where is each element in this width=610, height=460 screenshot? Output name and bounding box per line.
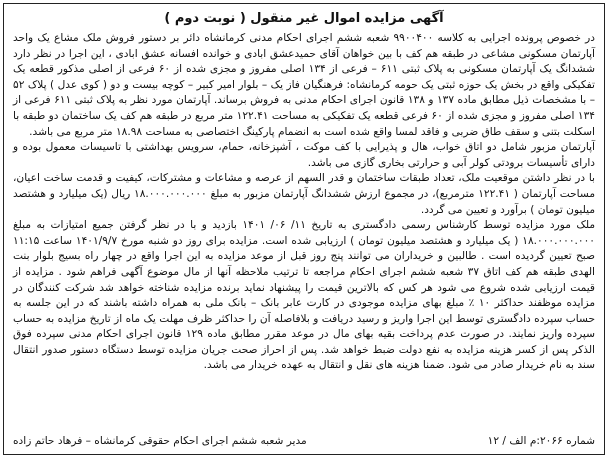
auction-notice xyxy=(3,3,605,455)
paragraph-property-features: آپارتمان مزبور شامل دو اتاق خواب، هال و پذیرایی با کف موکت ، آشپزخانه، حمام، سرویس بهداشتی با تاسیسات معمول بوده و دارای تأسیسات برودتی کولر آبی و حرارتی بخاری گازی می باشد. xyxy=(13,141,595,169)
paragraph-case-description: در خصوص پرونده اجرایی به کلاسه ۹۹۰۰۴۰۰ شعبه ششم اجرای احکام مدنی کرمانشاه دائر بر دستور فروش ملک مشاع یک واحد آپارتمان مسکونی مشاعی در طبقه هم کف با بین خواهان آقای حمیدعشق ابادی و خوانده افسانه عشق ابادی ، این اجرا در نظر دارد ششدانگ یک آپارتمان مسکونی به پلاک ثبتی ۶۱۱ – فرعی از ۱۳۴ اصلی مفروز و مجزی شده از ۶۰ فرعی از اصلی مذکور قطعه یک تفکیکی واقع در بخش یک حوزه ثبتی یک حومه کرمانشاه: فرهنگیان فاز یک – بلوار امیر کبیر – کوچه بیست و دو ( کوی عدل ) پلاک ۵۲ – با مشخصات ذیل مطابق ماده ۱۳۷ و ۱۳۸ قانون اجرای احکام مدنی به فروش برساند. آپارتمان مورد نظر به پلاک ثبتی ۶۱۱ فرعی از ۱۳۴ اصلی مفروز و مجزی شده از ۶۰ فرعی قطعه یک تفکیکی به مساحت ۱۲۲.۴۱ متر مربع در طبقه هم کف یک ساختمان دو طبقه با اسکلت بتنی و سقف طاق ضربی و فاقد لمسا واقع شده است به انضمام پارکینگ اختصاصی به مساحت ۱۸.۹۸ متر مربع می باشد. xyxy=(13,32,596,138)
footer xyxy=(13,434,595,449)
footer-signature: مدیر شعبه ششم اجرای احکام حقوقی کرمانشاه – فرهاد حاتم زاده xyxy=(13,435,307,447)
paragraph-auction-terms: ملک مورد مزایده توسط کارشناس رسمی دادگستری به تاریخ ۱۱/ ۰۶/ ۱۴۰۱ بازدید و با در نظر گرفتن جمیع امتیازات به مبلغ ۱۸.۰۰۰.۰۰۰.۰۰۰ ( یک میلیارد و هشتصد میلیون تومان ) ارزیابی شده است. مزایده برای روز دو شنبه مورخ ۱۴۰۱/۹/۷ ساعت ۱۱:۱۵ صبح تعیین گردیده است . طالبین و خریداران می توانند پنج روز قبل از موعد مزایده به این اجرا واقع در چهار راه بسیج بلوار بنت الهدی طبقه هم کف اتاق ۳۷ شعبه ششم اجرای احکام مراجعه تا ترتیب ملاحظه آنها از مال موضوع آگهی فراهم شود . مزایده از قیمت ارزیابی شده شروع می شود هر کس که بالاترین قیمت را پیشنهاد نماید برنده مزایده شناخته خواهد شد شرکت کنندگان در مزایده موظفند حداکثر ۱۰ ٪ مبلغ بهای مزایده موجودی در کارت عابر بانک – بانک ملی به همراه داشته باشند که در این جلسه به حساب سپرده دادگستری توسط این اجرا واریز و رسید دریافت و بلافاصله آن را حداکثر ظرف مهلت یک ماه از تاریخ مزایده به حساب سپرده واریز نمایند. در صورت عدم پرداخت بقیه بهای مال در موعد مقرر مطابق ماده ۱۲۹ قانون اجرای احکام مدنی سپرده فوق الذکر پس از کسر هزینه مزایده به نفع دولت ضبط خواهد شد. پس از احراز صحت جریان مزایده توسط دستگاه دستور صدور انتقال سند به نام خریدار صادر می شود. ضمنا هزینه های نقل و انتقال به عهده خریدار می باشد. xyxy=(13,219,596,372)
paragraph-valuation: با در نظر داشتن موقعیت ملک، تعداد طبقات ساختمان و قدر السهم از عرصه و مشاعات و مشترکات، کیفیت و قدمت ساخت اعیان، مساحت آپارتمان ( ۱۲۲.۴۱ مترمربع)، در مجموع ارزش ششدانگ آپارتمان مزبور به مبلغ ۱۸.۰۰۰.۰۰۰.۰۰۰ ریال (یک میلیارد و هشتصد میلیون تومان ) برآورد و تعیین می گردد. xyxy=(13,172,596,216)
notice-title: آگهی مزایده اموال غیر منقول ( نوبت دوم ) xyxy=(164,11,444,26)
footer-number: شماره ۲۰۶۶:م الف / ۱۲ xyxy=(487,435,595,447)
